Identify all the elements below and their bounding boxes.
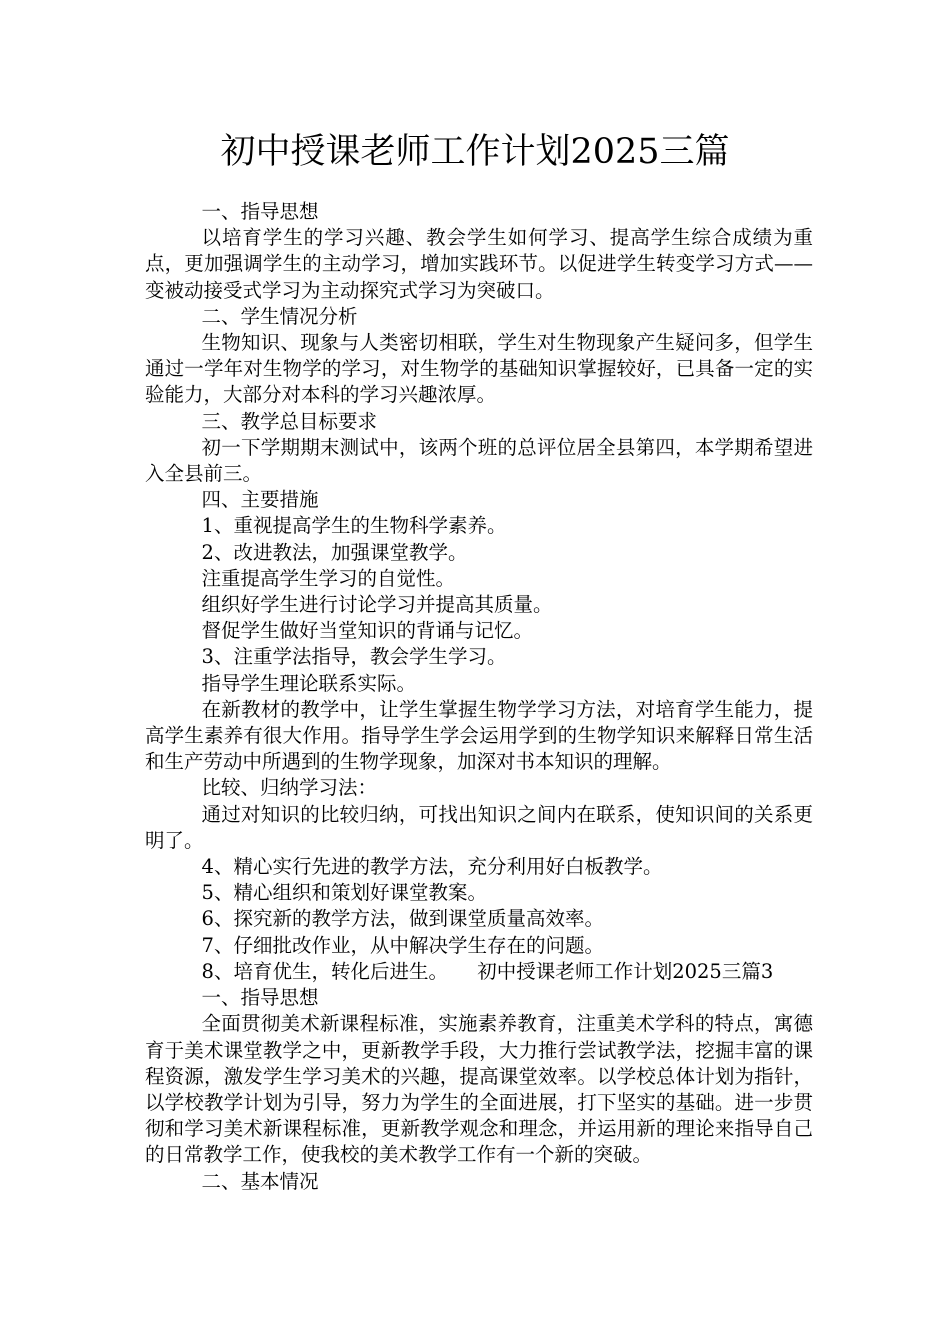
paragraph: 通过对知识的比较归纳，可找出知识之间内在联系，使知识间的关系更明了。	[145, 802, 813, 852]
paragraph: 在新教材的教学中，让学生掌握生物学学习方法，对培育学生能力，提高学生素养有很大作用。指导学生学会运用学到的生物学知识来解释日常生活和生产劳动中所遇到的生物学现象，加深对书本知识的理解。	[145, 697, 813, 774]
list-item: 8、培育优生，转化后进生。 初中授课老师工作计划2025三篇3	[201, 959, 774, 983]
document-title: 初中授课老师工作计划2025三篇	[220, 132, 730, 172]
paragraph: 指导学生理论联系实际。	[201, 671, 417, 695]
heading-guiding-thought: 一、指导思想	[201, 200, 319, 223]
list-item: 5、精心组织和策划好课堂教案。	[201, 881, 487, 905]
heading-student-analysis: 二、学生情况分析	[201, 304, 358, 328]
paragraph: 组织好学生进行讨论学习并提高其质量。	[201, 593, 553, 617]
paragraph: 以培育学生的学习兴趣、教会学生如何学习、提高学生综合成绩为重点，更加强调学生的主动学习，增加实践环节。以促进学生转变学习方式——变被动接受式学习为主动探究式学习为突破口。	[145, 226, 813, 302]
paragraph: 初一下学期期末测试中，该两个班的总评位居全县第四，本学期希望进入全县前三。	[145, 435, 813, 486]
list-item: 7、仔细批改作业，从中解决学生存在的问题。	[201, 933, 604, 957]
heading-guiding-thought: 一、指导思想	[201, 986, 319, 1010]
list-item: 4、精心实行先进的教学方法，充分利用好白板教学。	[201, 855, 663, 879]
list-item: 6、探究新的教学方法，做到课堂质量高效率。	[201, 907, 604, 931]
paragraph: 生物知识、现象与人类密切相联，学生对生物现象产生疑问多，但学生通过一学年对生物学的学习，对生物学的基础知识掌握较好，已具备一定的实验能力，大部分对本科的学习兴趣浓厚。	[145, 331, 813, 407]
heading-main-measures: 四、主要措施	[201, 488, 319, 512]
heading-teaching-goals: 三、教学总目标要求	[201, 409, 378, 433]
paragraph: 全面贯彻美术新课程标准，实施素养教育，注重美术学科的特点，寓德育于美术课堂教学之中，更新教学手段，大力推行尝试教学法，挖掘丰富的课程资源，激发学生学习美术的兴趣，提高课堂效率。以学校总体计划为指针，以学校教学计划为引导，努力为学生的全面进展，打下坚实的基础。进一步贯彻和学习美术新课程标准，更新教学观念和理念，并运用新的理论来指导自己的日常教学工作，使我校的美术教学工作有一个新的突破。	[145, 1012, 813, 1167]
document-body	[145, 199, 813, 1195]
heading-basic-situation: 二、基本情况	[201, 1169, 319, 1193]
paragraph: 比较、归纳学习法：	[201, 776, 378, 800]
paragraph: 督促学生做好当堂知识的背诵与记忆。	[201, 619, 534, 643]
list-item: 2、改进教法，加强课堂教学。	[201, 540, 468, 564]
list-item: 3、注重学法指导，教会学生学习。	[201, 645, 507, 669]
list-item: 1、重视提高学生的生物科学素养。	[201, 514, 507, 538]
paragraph: 注重提高学生学习的自觉性。	[201, 566, 456, 590]
